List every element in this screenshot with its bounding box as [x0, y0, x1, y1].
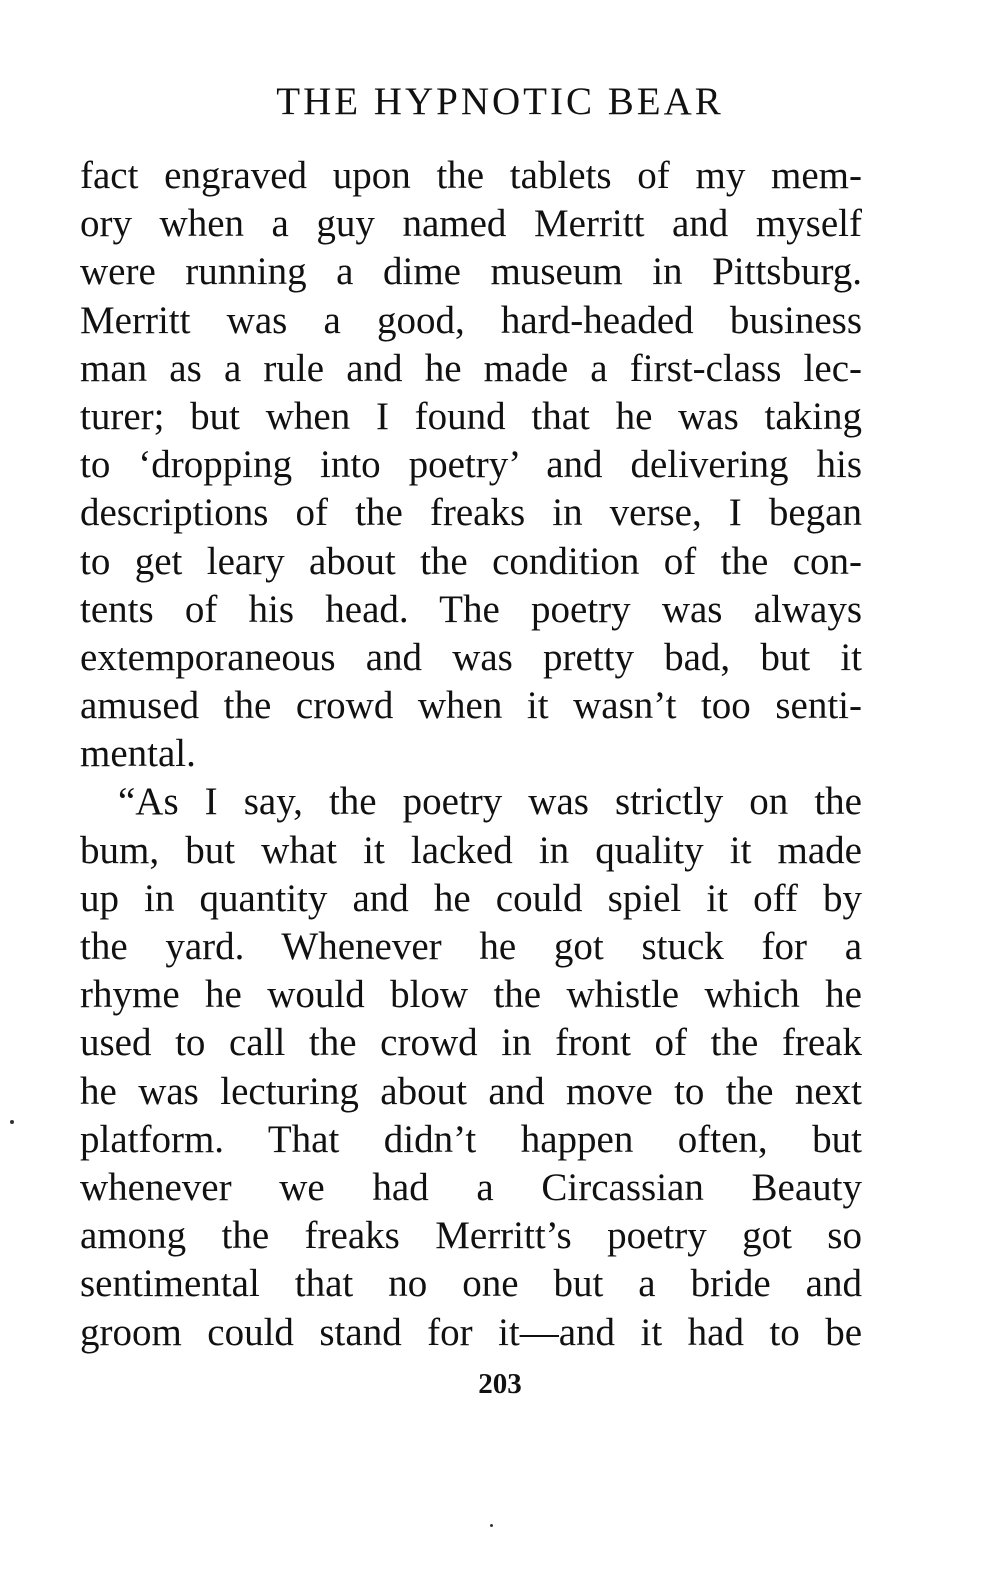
text-line: mental. [80, 732, 196, 776]
text-line: up in quantity and he could spiel it off by [80, 876, 862, 920]
text-line: the yard. Whenever he got stuck for a [80, 925, 862, 968]
text-line: to get leary about the condition of the con- [80, 539, 862, 583]
text-line: fact engraved upon the tablets of my mem- [80, 154, 862, 197]
text-line: Merritt was a good, hard-headed business [80, 298, 862, 342]
text-line: bum, but what it lacked in quality it made [80, 828, 862, 872]
text-line: to ‘dropping into poetry’ and delivering his [80, 443, 862, 487]
text-line: sentimental that no one but a bride and [80, 1262, 862, 1306]
text-line: rhyme he would blow the whistle which he [80, 973, 862, 1017]
text-line: among the freaks Merritt’s poetry got so [80, 1214, 862, 1258]
page-number: 203 [478, 1368, 522, 1400]
text-line: platform. That didn’t happen often, but [80, 1117, 862, 1161]
body-text [80, 152, 862, 1357]
running-title: THE HYPNOTIC BEAR [276, 80, 724, 123]
paragraph-1 [80, 152, 862, 778]
text-line: he was lecturing about and move to the next [80, 1069, 862, 1113]
text-line: descriptions of the freaks in verse, I began [80, 491, 862, 535]
text-line: whenever we had a Circassian Beauty [80, 1165, 862, 1209]
text-line: man as a rule and he made a first-class lec- [80, 346, 862, 390]
text-line: ory when a guy named Merritt and myself [80, 202, 862, 246]
text-line: extemporaneous and was pretty bad, but it [80, 635, 862, 679]
text-line: turer; but when I found that he was taking [80, 394, 862, 438]
scan-speck [490, 1524, 493, 1527]
text-line: used to call the crowd in front of the freak [80, 1021, 862, 1065]
text-line: were running a dime museum in Pittsburg. [80, 250, 862, 294]
text-line: “As I say, the poetry was strictly on the [118, 780, 862, 824]
paragraph-2 [80, 778, 862, 1356]
scan-speck [10, 1120, 14, 1124]
text-line: tents of his head. The poetry was always [80, 587, 862, 631]
text-line: amused the crowd when it wasn’t too senti- [80, 684, 862, 728]
text-line: groom could stand for it—and it had to be [80, 1310, 862, 1354]
